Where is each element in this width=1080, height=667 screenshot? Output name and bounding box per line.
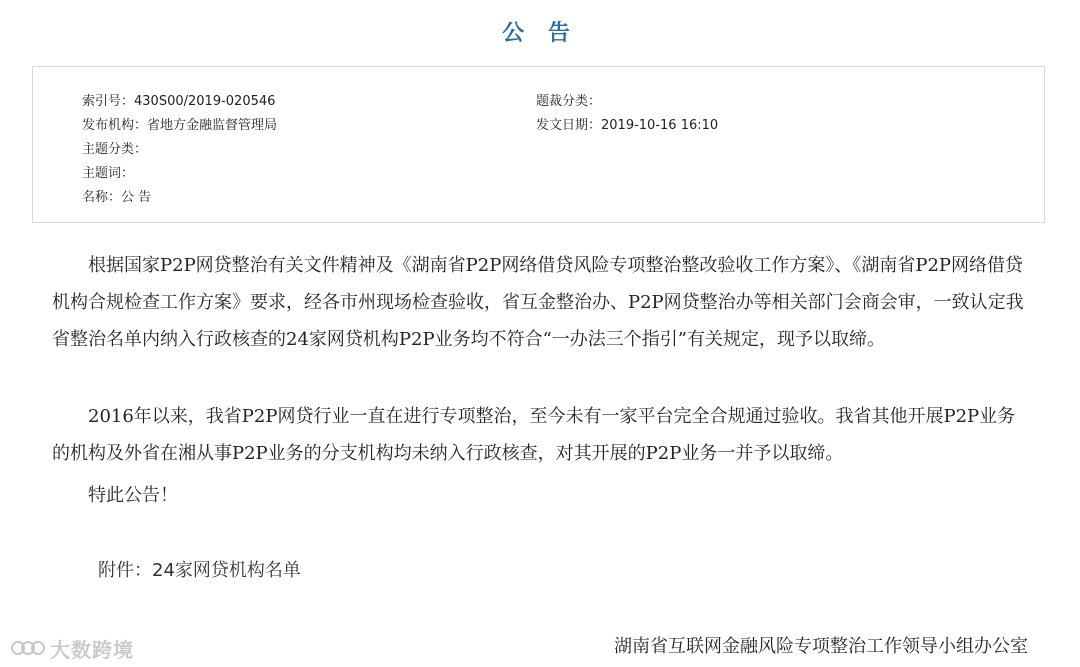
page-title: 公 告 <box>502 21 578 46</box>
meta-issue-date <box>536 114 718 133</box>
meta-theme-category <box>536 90 601 109</box>
watermark-logo-icon <box>10 637 46 659</box>
meta-issuer-value: 省地方金融监督管理局 <box>147 118 278 133</box>
meta-issuer-label: 发布机构： <box>82 118 148 133</box>
meta-name-value: 公 告 <box>121 190 152 205</box>
meta-name-label: 名称： <box>82 190 122 205</box>
meta-topic-category <box>82 138 147 157</box>
body-paragraph-3: 特此公告！ <box>88 485 178 506</box>
meta-index-no <box>82 90 275 109</box>
signature: 湖南省互联网金融风险专项整治工作领导小组办公室 <box>614 636 1028 657</box>
meta-keywords-label: 主题词： <box>82 166 135 181</box>
meta-index-no-value: 430S00/2019-020546 <box>134 94 276 109</box>
metadata-panel <box>32 66 1045 223</box>
meta-issue-date-value: 2019-10-16 16:10 <box>601 118 719 133</box>
meta-index-no-label: 索引号： <box>82 94 135 109</box>
attachment-link[interactable]: 附件：24家网贷机构名单 <box>98 560 301 581</box>
meta-issuer <box>82 114 277 133</box>
body-paragraph-2: 2016年以来，我省P2P网贷行业一直在进行专项整治，至今未有一家平台完全合规通过验收。我省其他开展P2P业务的机构及外省在湘从事P2P业务的分支机构均未纳入行政核查，对其开展的P2P业务一并予以取缔。 <box>52 406 1016 464</box>
watermark <box>10 635 134 661</box>
meta-issue-date-label: 发文日期： <box>536 118 602 133</box>
meta-topic-category-label: 主题分类： <box>82 142 148 157</box>
meta-keywords <box>82 162 134 181</box>
body-paragraph-1: 根据国家P2P网贷整治有关文件精神及《湖南省P2P网络借贷风险专项整治整改验收工作方案》、《湖南省P2P网络借贷机构合规检查工作方案》要求，经各市州现场检查验收，省互金整治办、P2P网贷整治办等相关部门会商会审，一致认定我省整治名单内纳入行政核查的24家网贷机构P2P业务均不符合“一办法三个指引”有关规定，现予以取缔。 <box>52 255 1024 350</box>
meta-theme-category-label: 题裁分类： <box>536 94 602 109</box>
meta-name <box>82 186 151 205</box>
watermark-text: 大数跨境 <box>50 637 134 662</box>
